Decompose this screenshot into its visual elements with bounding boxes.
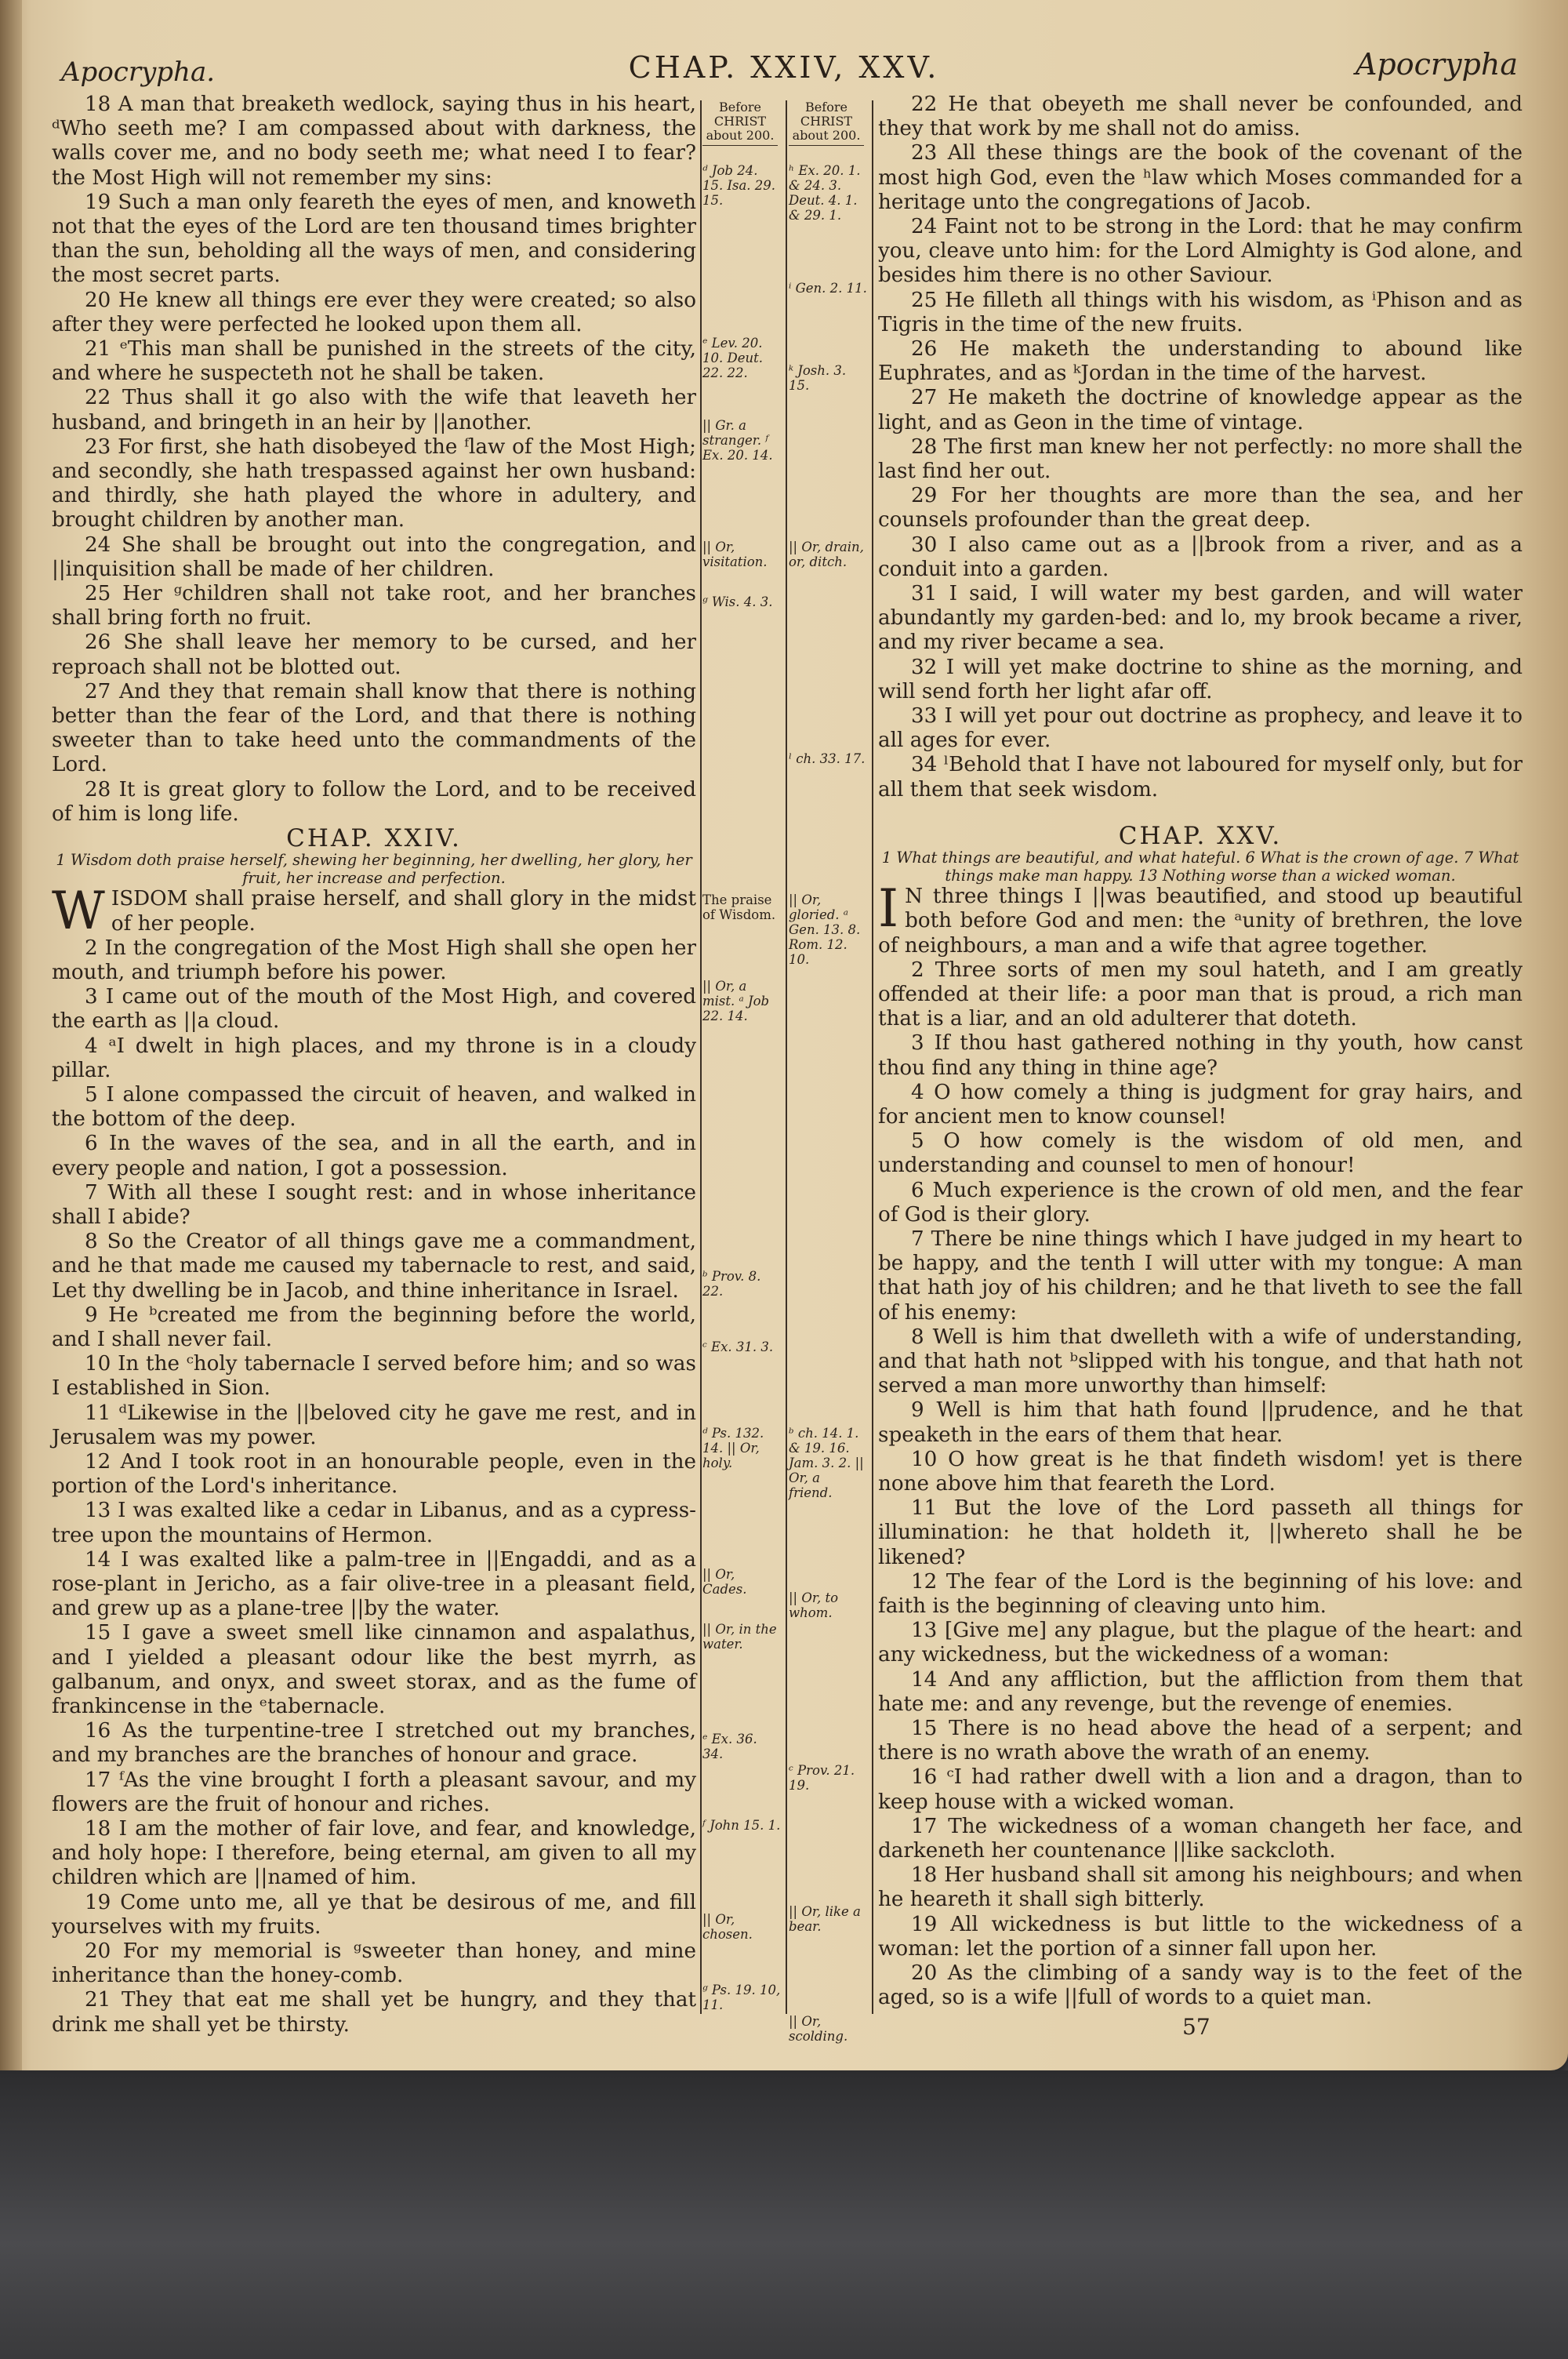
- verse: 14 I was exalted like a palm-tree in ||Engaddi, and as a rose-plant in Jericho, as a fair olive-tree in a pleasant field, and grew up as a plane-tree ||by the water.: [52, 1547, 696, 1621]
- verse: 20 As the climbing of a sandy way is to the feet of the aged, so is a wife ||full of words to a quiet man.: [878, 1961, 1523, 2010]
- verse: 9 Well is him that hath found ||prudence, and he that speaketh in the ears of them that hear.: [878, 1398, 1523, 1447]
- margin-note: || Or, Cades.: [702, 1567, 747, 1597]
- verse: 29 For her thoughts are more than the sea, and her counsels profounder than the great deep.: [878, 484, 1523, 533]
- header-center: CHAP. XXIV, XXV.: [628, 50, 940, 85]
- margin-date-head: Before CHRIST about 200.: [702, 100, 778, 146]
- verse: 22 Thus shall it go also with the wife that leaveth her husband, and bringeth in an heir by ||another.: [52, 386, 696, 434]
- verse: 30 I also came out as a ||brook from a river, and as a conduit into a garden.: [878, 533, 1523, 581]
- margin-note: ᵏ Josh. 3. 15.: [789, 363, 847, 393]
- verse: 14 And any affliction, but the affliction from them that hate me: and any revenge, but the revenge of enemies.: [878, 1667, 1523, 1716]
- verse: 19 Such a man only feareth the eyes of men, and knoweth not that the eyes of the Lord are ten thousand times brighter than the sun, beholding all the ways of men, and considering the most secret parts.: [52, 190, 696, 288]
- right-text-column: [878, 93, 1523, 2010]
- margin-note: ᵈ Job 24. 15. Isa. 29. 15.: [702, 163, 776, 208]
- column-rule: [786, 100, 787, 2014]
- first-verse-text: ISDOM shall praise herself, and shall glory in the midst of her people.: [111, 887, 696, 936]
- column-rule: [872, 100, 873, 2014]
- verse: 13 [Give me] any plague, but the plague of the heart: and any wickedness, but the wickedness of a woman:: [878, 1619, 1523, 1667]
- background-below-page: [0, 2070, 1568, 2359]
- page-gutter: [0, 0, 22, 2070]
- verse: 18 I am the mother of fair love, and fear, and knowledge, and holy hope: I therefore, being eternal, am given to all my children which are ||named of him.: [52, 1817, 696, 1890]
- verse: 26 She shall leave her memory to be cursed, and her reproach shall not be blotted out.: [52, 631, 696, 679]
- margin-note: The praise of Wisdom.: [702, 892, 776, 922]
- left-paras-bottom: [52, 936, 696, 2037]
- verse: 7 There be nine things which I have judged in my heart to be happy, and the tenth I will utter with my tongue: A man that hath joy of his children; and he that liveth to see the fall of his enemy:: [878, 1227, 1523, 1325]
- verse: 19 Come unto me, all ye that be desirous of me, and fill yourselves with my fruits.: [52, 1890, 696, 1939]
- verse: 9 He ᵇcreated me from the beginning before the world, and I shall never fail.: [52, 1303, 696, 1351]
- verse: 6 In the waves of the sea, and in all the earth, and in every people and nation, I got a possession.: [52, 1132, 696, 1180]
- margin-note: || Or, in the water.: [702, 1622, 777, 1652]
- margin-note: || Or, visitation.: [702, 540, 768, 569]
- verse: 28 It is great glory to follow the Lord, and to be received of him is long life.: [52, 777, 696, 826]
- margin-note: ᶜ Prov. 21. 19.: [789, 1763, 855, 1793]
- verse: 22 He that obeyeth me shall never be confounded, and they that work by me shall not do amiss.: [878, 93, 1523, 141]
- verse: 25 Her ᵍchildren shall not take root, and her branches shall bring forth no fruit.: [52, 582, 696, 631]
- margin-note: ˡ ch. 33. 17.: [789, 751, 866, 766]
- margin-note: ᵍ Wis. 4. 3.: [702, 594, 773, 609]
- margin-note: ʰ Ex. 20. 1. & 24. 3. Deut. 4. 1. & 29. 1.: [789, 163, 861, 223]
- verse: 15 There is no head above the head of a serpent; and there is no wrath above the wrath of an enemy.: [878, 1717, 1523, 1765]
- verse: 21 They that eat me shall yet be hungry, and they that drink me shall yet be thirsty.: [52, 1988, 696, 2037]
- verse: 8 Well is him that dwelleth with a wife of understanding, and that hath not ᵇslipped with his tongue, and that hath not served a man more unworthy than himself:: [878, 1325, 1523, 1398]
- margin-date-head: Before CHRIST about 200.: [789, 100, 864, 146]
- verse: 24 Faint not to be strong in the Lord: that he may confirm you, cleave unto him: for the Lord Almighty is God alone, and besides him there is no other Saviour.: [878, 215, 1523, 288]
- margin-note: ᵉ Ex. 36. 34.: [702, 1732, 757, 1761]
- page-number: 57: [1182, 2014, 1210, 2040]
- margin-note: || Or, a mist. ᵃ Job 22. 14.: [702, 979, 770, 1023]
- margin-note: ᵇ ch. 14. 1. & 19. 16. Jam. 3. 2. || Or, a friend.: [789, 1426, 864, 1500]
- margin-note: || Or, chosen.: [702, 1912, 753, 1942]
- margin-note: ⁱ Gen. 2. 11.: [789, 281, 867, 296]
- verse: 3 I came out of the mouth of the Most High, and covered the earth as ||a cloud.: [52, 985, 696, 1034]
- verse: 33 I will yet pour out doctrine as prophecy, and leave it to all ages for ever.: [878, 704, 1523, 753]
- chapter-title-xxiv: CHAP. XXIV.: [286, 824, 462, 853]
- verse: 12 And I took root in an honourable people, even in the portion of the Lord's inheritance.: [52, 1449, 696, 1499]
- verse: 19 All wickedness is but little to the wickedness of a woman: let the portion of a sinner fall upon her.: [878, 1912, 1523, 1961]
- margin-note: || Or, drain, or, ditch.: [789, 540, 864, 569]
- chapter-synopsis: 1 What things are beautiful, and what hateful. 6 What is the crown of age. 7 What things make man happy. 13 Nothing worse than a wicked woman.: [881, 849, 1519, 885]
- verse: 18 Her husband shall sit among his neighbours; and when he heareth it shall sigh bitterly.: [878, 1863, 1523, 1912]
- running-header: [0, 44, 1568, 88]
- left-text-column: [52, 93, 696, 2037]
- verse: 11 ᵈLikewise in the ||beloved city he gave me rest, and in Jerusalem was my power.: [52, 1401, 696, 1449]
- verse: 6 Much experience is the crown of old men, and the fear of God is their glory.: [878, 1178, 1523, 1227]
- verse: 3 If thou hast gathered nothing in thy youth, how canst thou find any thing in thine age?: [878, 1031, 1523, 1080]
- verse: 26 He maketh the understanding to abound like Euphrates, and as ᵏJordan in the time of the harvest.: [878, 337, 1523, 386]
- margin-note: ᶠ John 15. 1.: [702, 1818, 781, 1833]
- verse: 4 ᵃI dwelt in high places, and my throne is in a cloudy pillar.: [52, 1034, 696, 1082]
- verse: 4 O how comely a thing is judgment for gray hairs, and for ancient men to know counsel!: [878, 1080, 1523, 1129]
- first-verse-text: N three things I ||was beautified, and stood up beautiful both before God and men: the ᵃunity of brethren, the love of neighbours, a man and a wife that agree together.: [878, 885, 1523, 958]
- verse: 27 And they that remain shall know that there is nothing better than the fear of the Lord, and that there is nothing sweeter than to take heed unto the commandments of the Lord.: [52, 679, 696, 777]
- verse: 2 In the congregation of the Most High shall she open her mouth, and triumph before his power.: [52, 936, 696, 984]
- verse: 17 ᶠAs the vine brought I forth a pleasant savour, and my flowers are the fruit of honour and riches.: [52, 1768, 696, 1816]
- margin-note: || Gr. a stranger. ᶠ Ex. 20. 14.: [702, 418, 773, 463]
- verse: 24 She shall be brought out into the congregation, and ||inquisition shall be made of her children.: [52, 533, 696, 581]
- verse: 2 Three sorts of men my soul hateth, and I am greatly offended at their life: a poor man that is proud, a rich man that is a liar, and an old adulterer that doteth.: [878, 958, 1523, 1031]
- margin-note: ᶜ Ex. 31. 3.: [702, 1339, 774, 1354]
- verse: 25 He filleth all things with his wisdom, as ⁱPhison and as Tigris in the time of the new fruits.: [878, 288, 1523, 336]
- verse: 8 So the Creator of all things gave me a commandment, and he that made me caused my tabernacle to rest, and said, Let thy dwelling be in Jacob, and thine inheritance in Israel.: [52, 1230, 696, 1303]
- verse: 23 For first, she hath disobeyed the ᶠlaw of the Most High; and secondly, she hath trespassed against her own husband: and thirdly, she hath played the whore in adultery, and brought children by another man.: [52, 434, 696, 533]
- verse: 21 ᵉThis man shall be punished in the streets of the city, and where he suspecteth not he shall be taken.: [52, 337, 696, 386]
- margin-note: ᵍ Ps. 19. 10, 11.: [702, 1983, 781, 2012]
- verse: 32 I will yet make doctrine to shine as the morning, and will send forth her light afar off.: [878, 655, 1523, 703]
- verse: 27 He maketh the doctrine of knowledge appear as the light, and as Geon in the time of vintage.: [878, 386, 1523, 434]
- column-rule: [700, 100, 702, 2014]
- right-paras-top: [878, 93, 1523, 802]
- margin-note: ᵇ Prov. 8. 22.: [702, 1269, 761, 1299]
- left-paras-top: [52, 93, 696, 827]
- margin-note: || Or, like a bear.: [789, 1904, 861, 1934]
- verse: 34 ˡBehold that I have not laboured for myself only, but for all them that seek wisdom.: [878, 753, 1523, 801]
- first-verse: [52, 881, 696, 942]
- verse: 5 I alone compassed the circuit of heaven, and walked in the bottom of the deep.: [52, 1082, 696, 1132]
- drop-cap: W: [52, 881, 105, 942]
- margin-note: || Or, to whom.: [789, 1590, 839, 1620]
- margin-note: || Or, scolding.: [789, 2014, 848, 2044]
- drop-cap: I: [878, 878, 899, 940]
- header-left: Apocrypha.: [61, 56, 216, 88]
- first-verse: [878, 878, 1523, 958]
- verse: 20 For my memorial is ᵍsweeter than honey, and mine inheritance than the honey-comb.: [52, 1939, 696, 1988]
- verse: 7 With all these I sought rest: and in whose inheritance shall I abide?: [52, 1180, 696, 1229]
- verse: 15 I gave a sweet smell like cinnamon and aspalathus, and I yielded a pleasant odour like the best myrrh, as galbanum, and onyx, and sweet storax, and as the fume of frankincense in the ᵉtabernacle.: [52, 1621, 696, 1718]
- verse: 28 The first man knew her not perfectly: no more shall the last find her out.: [878, 434, 1523, 484]
- verse: 18 A man that breaketh wedlock, saying thus in his heart, ᵈWho seeth me? I am compassed about with darkness, the walls cover me, and no body seeth me; what need I to fear? the Most High will not remember my sins:: [52, 93, 696, 190]
- verse: 13 I was exalted like a cedar in Libanus, and as a cypress-tree upon the mountains of Hermon.: [52, 1499, 696, 1547]
- verse: 16 As the turpentine-tree I stretched out my branches, and my branches are the branches of honour and grace.: [52, 1719, 696, 1768]
- margin-note: || Or, gloried. ᵃ Gen. 13. 8. Rom. 12. 10.: [789, 892, 861, 967]
- verse: 11 But the love of the Lord passeth all things for illumination: he that holdeth it, ||whereto shall he be likened?: [878, 1496, 1523, 1569]
- right-paras-bottom: [878, 958, 1523, 2011]
- margin-note: ᵈ Ps. 132. 14. || Or, holy.: [702, 1426, 764, 1470]
- verse: 12 The fear of the Lord is the beginning of his love: and faith is the beginning of cleaving unto him.: [878, 1569, 1523, 1618]
- verse: 5 O how comely is the wisdom of old men, and understanding and counsel to men of honour!: [878, 1129, 1523, 1178]
- header-right: Apocrypha: [1355, 47, 1518, 82]
- verse: 17 The wickedness of a woman changeth her face, and darkeneth her countenance ||like sackcloth.: [878, 1814, 1523, 1863]
- verse: 10 O how great is he that findeth wisdom! yet is there none above him that feareth the Lord.: [878, 1447, 1523, 1496]
- verse: 31 I said, I will water my best garden, and will water abundantly my garden-bed: and lo, my brook became a river, and my river became a sea.: [878, 582, 1523, 655]
- margin-note: ᵉ Lev. 20. 10. Deut. 22. 22.: [702, 336, 763, 380]
- verse: 10 In the ᶜholy tabernacle I served before him; and so was I established in Sion.: [52, 1352, 696, 1401]
- chapter-title-xxv: CHAP. XXV.: [1118, 821, 1283, 850]
- verse: 16 ᶜI had rather dwell with a lion and a dragon, than to keep house with a wicked woman.: [878, 1765, 1523, 1814]
- verse: 23 All these things are the book of the covenant of the most high God, even the ʰlaw which Moses commanded for a heritage unto the congregations of Jacob.: [878, 141, 1523, 214]
- chapter-synopsis: 1 Wisdom doth praise herself, shewing her beginning, her dwelling, her glory, her fruit, her increase and perfection.: [56, 851, 692, 888]
- verse: 20 He knew all things ere ever they were created; so also after they were perfected he looked upon them all.: [52, 288, 696, 336]
